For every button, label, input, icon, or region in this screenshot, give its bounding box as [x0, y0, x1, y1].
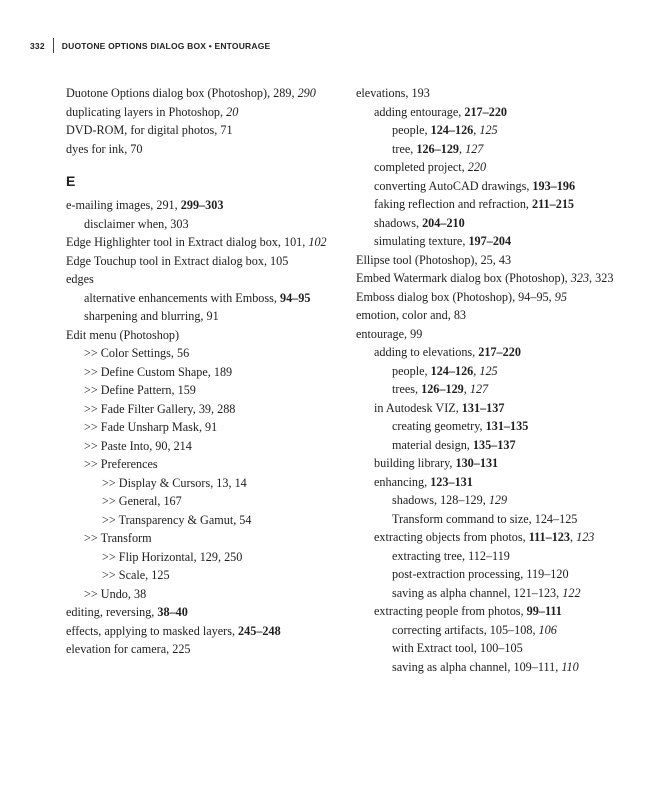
entry-text: extracting people from photos, [374, 604, 527, 618]
entry-text: trees, [392, 382, 422, 396]
index-entry [66, 196, 336, 215]
running-title: DUOTONE OPTIONS DIALOG BOX • ENTOURAGE [61, 41, 271, 51]
page-range-bold: 299–303 [180, 198, 224, 212]
entry-text: creating geometry, [392, 419, 486, 433]
entry-text: building library, [374, 456, 456, 470]
figure-page-italic: 106 [538, 622, 557, 637]
index-subentry [84, 363, 336, 382]
entry-text: material design, [392, 437, 473, 452]
page-range-bold: 135–137 [472, 437, 516, 452]
index-column-right [356, 84, 636, 676]
index-subentry [392, 639, 636, 658]
index-subentry [392, 584, 636, 603]
entry-text: , [473, 123, 480, 137]
index-entry [66, 103, 336, 122]
index-entry [66, 622, 336, 641]
entry-text: Ellipse tool (Photoshop), 25, 43 [356, 252, 512, 267]
index-subentry [392, 436, 636, 455]
page-number: 332 [30, 41, 45, 51]
index-entry [66, 233, 336, 252]
entry-text: people, [392, 123, 431, 137]
figure-page-italic: 110 [561, 659, 579, 674]
entry-text: effects, applying to masked layers, [66, 623, 239, 638]
figure-page-italic: 122 [562, 585, 581, 600]
entry-text: in Autodesk VIZ, [374, 400, 462, 415]
index-entry [66, 640, 336, 659]
entry-text: saving as alpha channel, 109–111, [392, 659, 562, 674]
index-subentry [102, 474, 336, 493]
entry-text: , 323 [589, 271, 614, 285]
index-subentry [392, 510, 636, 529]
entry-text: duplicating layers in Photoshop, [66, 104, 227, 119]
index-subentry [392, 362, 636, 381]
figure-page-italic: 102 [308, 235, 327, 249]
index-subentry [392, 380, 636, 399]
index-subentry [84, 418, 336, 437]
entry-text: disclaimer when, 303 [84, 216, 189, 231]
index-entry [356, 269, 636, 288]
entry-text: correcting artifacts, 105–108, [392, 622, 539, 637]
page-range-bold: 245–248 [238, 623, 281, 638]
index-column-left [66, 84, 336, 659]
index-entry [356, 288, 636, 307]
entry-text: >> Flip Horizontal, 129, 250 [102, 549, 243, 564]
index-subentry [392, 140, 636, 159]
index-entry [66, 84, 336, 103]
figure-page-italic: 95 [554, 289, 567, 304]
figure-page-italic: 123 [576, 530, 595, 544]
page-range-bold: 124–126 [430, 123, 474, 137]
index-entry [66, 121, 336, 140]
entry-text: Edit menu (Photoshop) [66, 327, 180, 342]
page-range-bold: 126–129 [421, 382, 464, 396]
page-range-bold: 123–131 [430, 474, 473, 489]
entry-text: saving as alpha channel, 121–123, [392, 585, 563, 600]
figure-page-italic: 129 [488, 493, 508, 507]
index-subentry [84, 381, 336, 400]
running-header [30, 38, 270, 54]
index-subentry [102, 566, 336, 585]
index-subentry [392, 565, 636, 584]
entry-text: Edge Touchup tool in Extract dialog box, 105 [66, 253, 289, 268]
entry-text: e-mailing images, 291, [66, 198, 181, 212]
section-letter-heading: E [66, 173, 76, 189]
page-range-bold: 130–131 [455, 456, 499, 470]
index-subentry [392, 621, 636, 640]
entry-text: sharpening and blurring, 91 [84, 309, 219, 323]
header-divider [53, 38, 54, 53]
index-subentry [374, 177, 636, 196]
entry-text: edges [66, 272, 94, 286]
entry-text: emotion, color and, 83 [356, 308, 467, 322]
entry-text: enhancing, [374, 474, 431, 489]
entry-text: , [459, 141, 466, 156]
page-range-bold: 124–126 [430, 363, 474, 378]
index-entry [356, 84, 636, 103]
page-range-bold: 197–204 [468, 234, 512, 248]
entry-text: tree, [392, 141, 417, 156]
index-entry [356, 325, 636, 344]
index-subentry [374, 454, 636, 473]
entry-text: adding entourage, [374, 104, 465, 119]
index-subentry [374, 343, 636, 362]
page-range-bold: 126–129 [416, 141, 460, 156]
index-subentry [374, 528, 636, 547]
index-subentry [374, 214, 636, 233]
index-subentry [84, 344, 336, 363]
entry-text: Duotone Options dialog box (Photoshop), 289, [66, 86, 298, 100]
entry-text: dyes for ink, 70 [66, 141, 143, 156]
entry-text: simulating texture, [374, 234, 469, 248]
index-subentry [102, 492, 336, 511]
entry-text: extracting tree, 112–119 [392, 548, 510, 563]
index-entry [66, 270, 336, 289]
figure-page-italic: 127 [469, 382, 489, 396]
index-subentry [374, 232, 636, 251]
entry-text: , [463, 382, 470, 396]
entry-text: converting AutoCAD drawings, [374, 178, 533, 193]
entry-text: extracting objects from photos, [374, 530, 529, 544]
page-range-bold: 99–111 [526, 604, 562, 618]
entry-text: faking reflection and refraction, [374, 197, 533, 211]
entry-text: entourage, 99 [356, 326, 423, 341]
page-range-bold: 94–95 [279, 290, 311, 305]
entry-text: Embed Watermark dialog box (Photoshop), [356, 271, 571, 285]
index-subentry [84, 307, 336, 326]
page-range-bold: 131–135 [485, 419, 529, 433]
entry-text: people, [392, 363, 431, 378]
index-entry [66, 140, 336, 159]
index-entry [66, 603, 336, 622]
entry-text: >> Define Custom Shape, 189 [84, 364, 233, 379]
entry-text: post-extraction processing, 119–120 [392, 567, 569, 581]
entry-text: adding to elevations, [374, 345, 479, 359]
entry-text: >> Scale, 125 [102, 568, 170, 582]
index-entry [356, 306, 636, 325]
entry-text: elevations, 193 [356, 86, 430, 100]
entry-text: >> Transform [84, 531, 152, 545]
entry-text: shadows, 128–129, [392, 493, 489, 507]
entry-text: completed project, [374, 160, 468, 174]
index-subentry [374, 103, 636, 122]
page-range-bold: 217–220 [478, 345, 521, 359]
entry-text: elevation for camera, 225 [66, 642, 191, 656]
entry-text: >> Fade Unsharp Mask, 91 [84, 420, 218, 434]
index-subentry [392, 658, 636, 677]
figure-page-italic: 127 [465, 141, 484, 156]
index-subentry [102, 511, 336, 530]
entry-text: Transform command to size, 124–125 [392, 511, 578, 526]
entry-text: with Extract tool, 100–105 [392, 641, 523, 655]
page-range-bold: 111–123 [528, 530, 570, 544]
entry-text: >> Transparency & Gamut, 54 [102, 512, 252, 527]
figure-page-italic: 125 [479, 123, 498, 137]
figure-page-italic: 323 [570, 271, 590, 285]
figure-page-italic: 290 [297, 86, 316, 100]
index-subentry [84, 529, 336, 548]
index-entry [66, 252, 336, 271]
entry-text: >> Undo, 38 [84, 586, 147, 601]
entry-text: shadows, [374, 215, 423, 230]
index-subentry [84, 215, 336, 234]
index-subentry [374, 473, 636, 492]
entry-text: >> General, 167 [102, 494, 182, 508]
entry-text: editing, reversing, [66, 605, 158, 619]
entry-text: >> Display & Cursors, 13, 14 [102, 475, 247, 490]
entry-text: , [570, 530, 577, 544]
page-range-bold: 38–40 [157, 605, 188, 619]
entry-text: >> Preferences [84, 457, 158, 471]
index-subentry [374, 158, 636, 177]
page-range-bold: 204–210 [422, 215, 465, 230]
index-subentry [84, 289, 336, 308]
page-range-bold: 217–220 [464, 104, 508, 119]
entry-text: >> Paste Into, 90, 214 [84, 438, 192, 453]
index-subentry [392, 121, 636, 140]
index-subentry [84, 455, 336, 474]
entry-text: Edge Highlighter tool in Extract dialog box, 101, [66, 235, 309, 249]
index-entry [356, 251, 636, 270]
index-entry [66, 326, 336, 345]
entry-text: alternative enhancements with Emboss, [84, 290, 280, 305]
index-subentry [374, 602, 636, 621]
index-subentry [374, 195, 636, 214]
page-range-bold: 211–215 [532, 197, 575, 211]
entry-text: Emboss dialog box (Photoshop), 94–95, [356, 289, 555, 304]
figure-page-italic: 220 [467, 160, 487, 174]
page-range-bold: 131–137 [461, 400, 505, 415]
entry-text: >> Define Pattern, 159 [84, 383, 196, 397]
page-range-bold: 193–196 [532, 178, 576, 193]
figure-page-italic: 125 [479, 363, 498, 378]
index-subentry [84, 585, 336, 604]
index-subentry [84, 437, 336, 456]
index-subentry [392, 547, 636, 566]
entry-text: DVD-ROM, for digital photos, 71 [66, 123, 233, 137]
entry-text: >> Color Settings, 56 [84, 346, 190, 360]
figure-page-italic: 20 [226, 104, 239, 119]
entry-text: , [473, 363, 480, 378]
index-subentry [102, 548, 336, 567]
index-subentry [374, 399, 636, 418]
index-subentry [392, 417, 636, 436]
entry-text: >> Fade Filter Gallery, 39, 288 [84, 401, 236, 416]
index-subentry [84, 400, 336, 419]
index-subentry [392, 491, 636, 510]
